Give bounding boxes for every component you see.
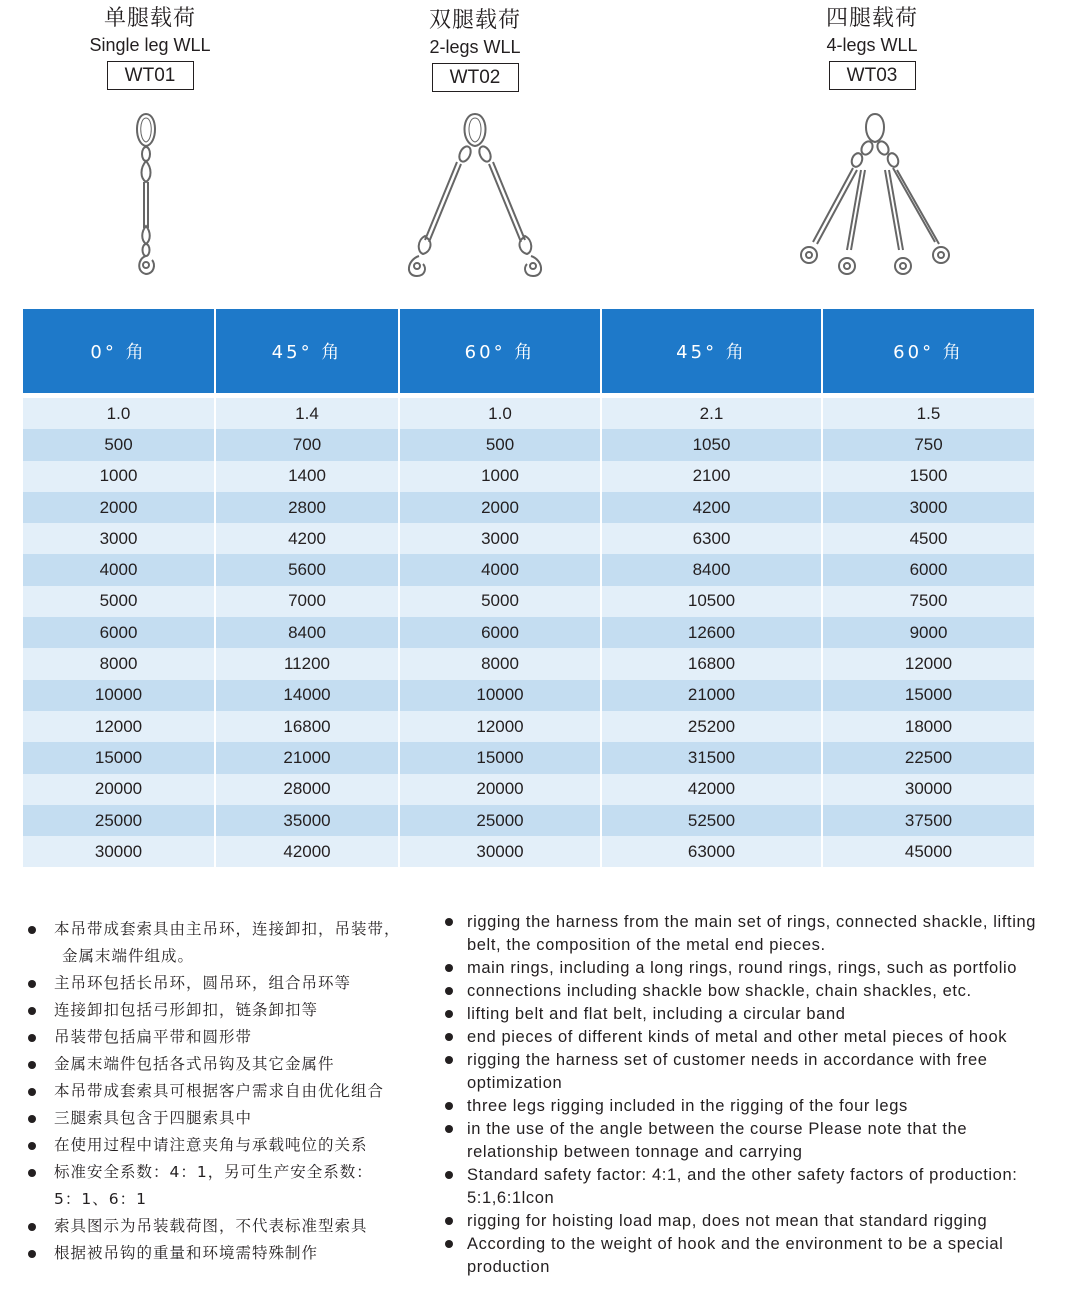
table-cell: 42000	[601, 774, 822, 805]
table-cell: 35000	[215, 805, 399, 836]
table-row	[23, 586, 1034, 617]
note-en: lifting belt and flat belt, including a circular band	[443, 1003, 1051, 1026]
table-cell: 6000	[822, 554, 1034, 585]
product-title-en: 4-legs WLL	[826, 35, 918, 55]
note-cn: 金属末端件组成。	[62, 947, 195, 965]
table-cell: 9000	[822, 617, 1034, 648]
table-cell: 2800	[215, 492, 399, 523]
header-single-45deg: 45° 角	[215, 309, 399, 393]
table-cell: 20000	[23, 774, 215, 805]
table-cell: 45000	[822, 836, 1034, 867]
table-cell: 1500	[822, 461, 1034, 492]
table-cell: 4200	[601, 492, 822, 523]
table-cell: 15000	[23, 742, 215, 773]
table-row	[23, 398, 1034, 429]
table-row	[23, 461, 1034, 492]
product-two-leg	[385, 8, 565, 92]
table-cell: 63000	[601, 836, 822, 867]
table-cell: 3000	[23, 523, 215, 554]
table-cell: 25200	[601, 711, 822, 742]
table-cell: 1050	[601, 429, 822, 460]
table-cell: 8400	[601, 554, 822, 585]
product-title-cn: 四腿载荷	[825, 6, 918, 31]
note-cn: 根据被吊钩的重量和环境需特殊制作	[22, 1240, 442, 1267]
table-cell: 12000	[23, 711, 215, 742]
note-cn: 在使用过程中请注意夹角与承载吨位的关系	[22, 1132, 442, 1159]
table-cell: 10000	[399, 680, 601, 711]
product-code: WT01	[107, 61, 194, 90]
product-code: WT03	[829, 61, 916, 90]
note-cn: 金属末端件包括各式吊钩及其它金属件	[22, 1051, 442, 1078]
table-cell: 42000	[215, 836, 399, 867]
note-en: rigging the harness from the main set of rings, connected shackle, lifting belt, the composition of the metal end pieces.	[443, 911, 1051, 957]
table-cell: 15000	[399, 742, 601, 773]
note-en: in the use of the angle between the course Please note that the relationship between tonnage and carrying	[443, 1118, 1051, 1164]
note-cn: 索具图示为吊装载荷图，不代表标准型索具	[22, 1213, 442, 1240]
notes-english	[443, 911, 1051, 1279]
table-cell: 5000	[399, 586, 601, 617]
header-single-0deg: 0° 角	[23, 309, 215, 393]
table-cell: 12000	[822, 648, 1034, 679]
table-cell: 20000	[399, 774, 601, 805]
table-cell: 4000	[23, 554, 215, 585]
table-row	[23, 680, 1034, 711]
table-cell: 25000	[23, 805, 215, 836]
note-cn: 标准安全系数：4：1，另可生产安全系数：	[22, 1159, 442, 1186]
table-cell: 14000	[215, 680, 399, 711]
table-cell: 750	[822, 429, 1034, 460]
table-row	[23, 617, 1034, 648]
table-row	[23, 523, 1034, 554]
table-row	[23, 554, 1034, 585]
note-en: According to the weight of hook and the environment to be a special production	[443, 1233, 1051, 1279]
table-row	[23, 742, 1034, 773]
table-cell: 12000	[399, 711, 601, 742]
table-cell: 3000	[822, 492, 1034, 523]
table-header-row	[23, 309, 1034, 393]
product-title-en: Single leg WLL	[89, 35, 211, 55]
table-cell: 7500	[822, 586, 1034, 617]
table-cell: 4000	[399, 554, 601, 585]
table-cell: 1.0	[399, 398, 601, 429]
table-row	[23, 774, 1034, 805]
table-cell: 8400	[215, 617, 399, 648]
table-cell: 30000	[23, 836, 215, 867]
product-title-cn: 双腿载荷	[428, 8, 521, 33]
table-cell: 5600	[215, 554, 399, 585]
wll-table	[22, 309, 1033, 867]
table-cell: 15000	[822, 680, 1034, 711]
note-en: rigging for hoisting load map, does not mean that standard rigging	[443, 1210, 1051, 1233]
table-cell: 4500	[822, 523, 1034, 554]
table-cell: 500	[23, 429, 215, 460]
table-cell: 1000	[23, 461, 215, 492]
note-en: end pieces of different kinds of metal and other metal pieces of hook	[443, 1026, 1051, 1049]
note-en: Standard safety factor: 4:1, and the other safety factors of production: 5:1,6:1lcon	[443, 1164, 1051, 1210]
table-row	[23, 836, 1034, 867]
table-cell: 25000	[399, 805, 601, 836]
table-cell: 1400	[215, 461, 399, 492]
single-leg-sling-icon	[120, 108, 180, 283]
note-en: main rings, including a long rings, round rings, rings, such as portfolio	[443, 957, 1051, 980]
table-cell: 21000	[215, 742, 399, 773]
note-cn: 连接卸扣包括弓形卸扣，链条卸扣等	[22, 997, 442, 1024]
notes-chinese	[22, 916, 442, 1267]
table-cell: 1.5	[822, 398, 1034, 429]
table-cell: 2000	[399, 492, 601, 523]
table-cell: 18000	[822, 711, 1034, 742]
table-cell: 11200	[215, 648, 399, 679]
table-cell: 16800	[601, 648, 822, 679]
table-cell: 52500	[601, 805, 822, 836]
table-cell: 10500	[601, 586, 822, 617]
note-cn: 本吊带成套索具可根据客户需求自由优化组合	[22, 1078, 442, 1105]
two-leg-sling-icon	[395, 110, 555, 280]
table-cell: 2100	[601, 461, 822, 492]
table-cell: 700	[215, 429, 399, 460]
product-four-leg	[782, 6, 962, 90]
product-code: WT02	[432, 63, 519, 92]
table-cell: 3000	[399, 523, 601, 554]
table-cell: 1.0	[23, 398, 215, 429]
note-en: three legs rigging included in the rigging of the four legs	[443, 1095, 1051, 1118]
table-cell: 500	[399, 429, 601, 460]
note-cn: 5：1、6：1	[54, 1190, 147, 1208]
table-cell: 8000	[399, 648, 601, 679]
table-cell: 8000	[23, 648, 215, 679]
table-cell: 2000	[23, 492, 215, 523]
product-title-en: 2-legs WLL	[429, 37, 521, 57]
table-cell: 21000	[601, 680, 822, 711]
note-en: rigging the harness set of customer needs in accordance with free optimization	[443, 1049, 1051, 1095]
table-cell: 30000	[822, 774, 1034, 805]
table-cell: 6000	[23, 617, 215, 648]
table-row	[23, 805, 1034, 836]
table-cell: 37500	[822, 805, 1034, 836]
table-cell: 4200	[215, 523, 399, 554]
product-title-cn: 单腿载荷	[103, 6, 196, 31]
table-cell: 10000	[23, 680, 215, 711]
table-row	[23, 711, 1034, 742]
table-cell: 2.1	[601, 398, 822, 429]
note-cn: 三腿索具包含于四腿索具中	[22, 1105, 442, 1132]
table-cell: 1000	[399, 461, 601, 492]
table-cell: 22500	[822, 742, 1034, 773]
table-cell: 16800	[215, 711, 399, 742]
note-cn: 主吊环包括长吊环，圆吊环，组合吊环等	[22, 970, 442, 997]
four-leg-sling-icon	[795, 110, 955, 280]
header-two-leg-60deg: 60° 角	[399, 309, 601, 393]
table-cell: 7000	[215, 586, 399, 617]
table-row	[23, 429, 1034, 460]
table-cell: 1.4	[215, 398, 399, 429]
table-row	[23, 492, 1034, 523]
table-cell: 6000	[399, 617, 601, 648]
product-single-leg	[60, 6, 240, 90]
note-en: connections including shackle bow shackle, chain shackles, etc.	[443, 980, 1051, 1003]
header-four-leg-45deg: 45° 角	[601, 309, 822, 393]
table-cell: 6300	[601, 523, 822, 554]
table-cell: 30000	[399, 836, 601, 867]
note-cn: 吊装带包括扁平带和圆形带	[22, 1024, 442, 1051]
header-four-leg-60deg: 60° 角	[822, 309, 1034, 393]
note-cn: 本吊带成套索具由主吊环，连接卸扣，吊装带，	[22, 916, 442, 943]
table-cell: 12600	[601, 617, 822, 648]
table-row	[23, 648, 1034, 679]
table-cell: 28000	[215, 774, 399, 805]
table-cell: 5000	[23, 586, 215, 617]
table-cell: 31500	[601, 742, 822, 773]
